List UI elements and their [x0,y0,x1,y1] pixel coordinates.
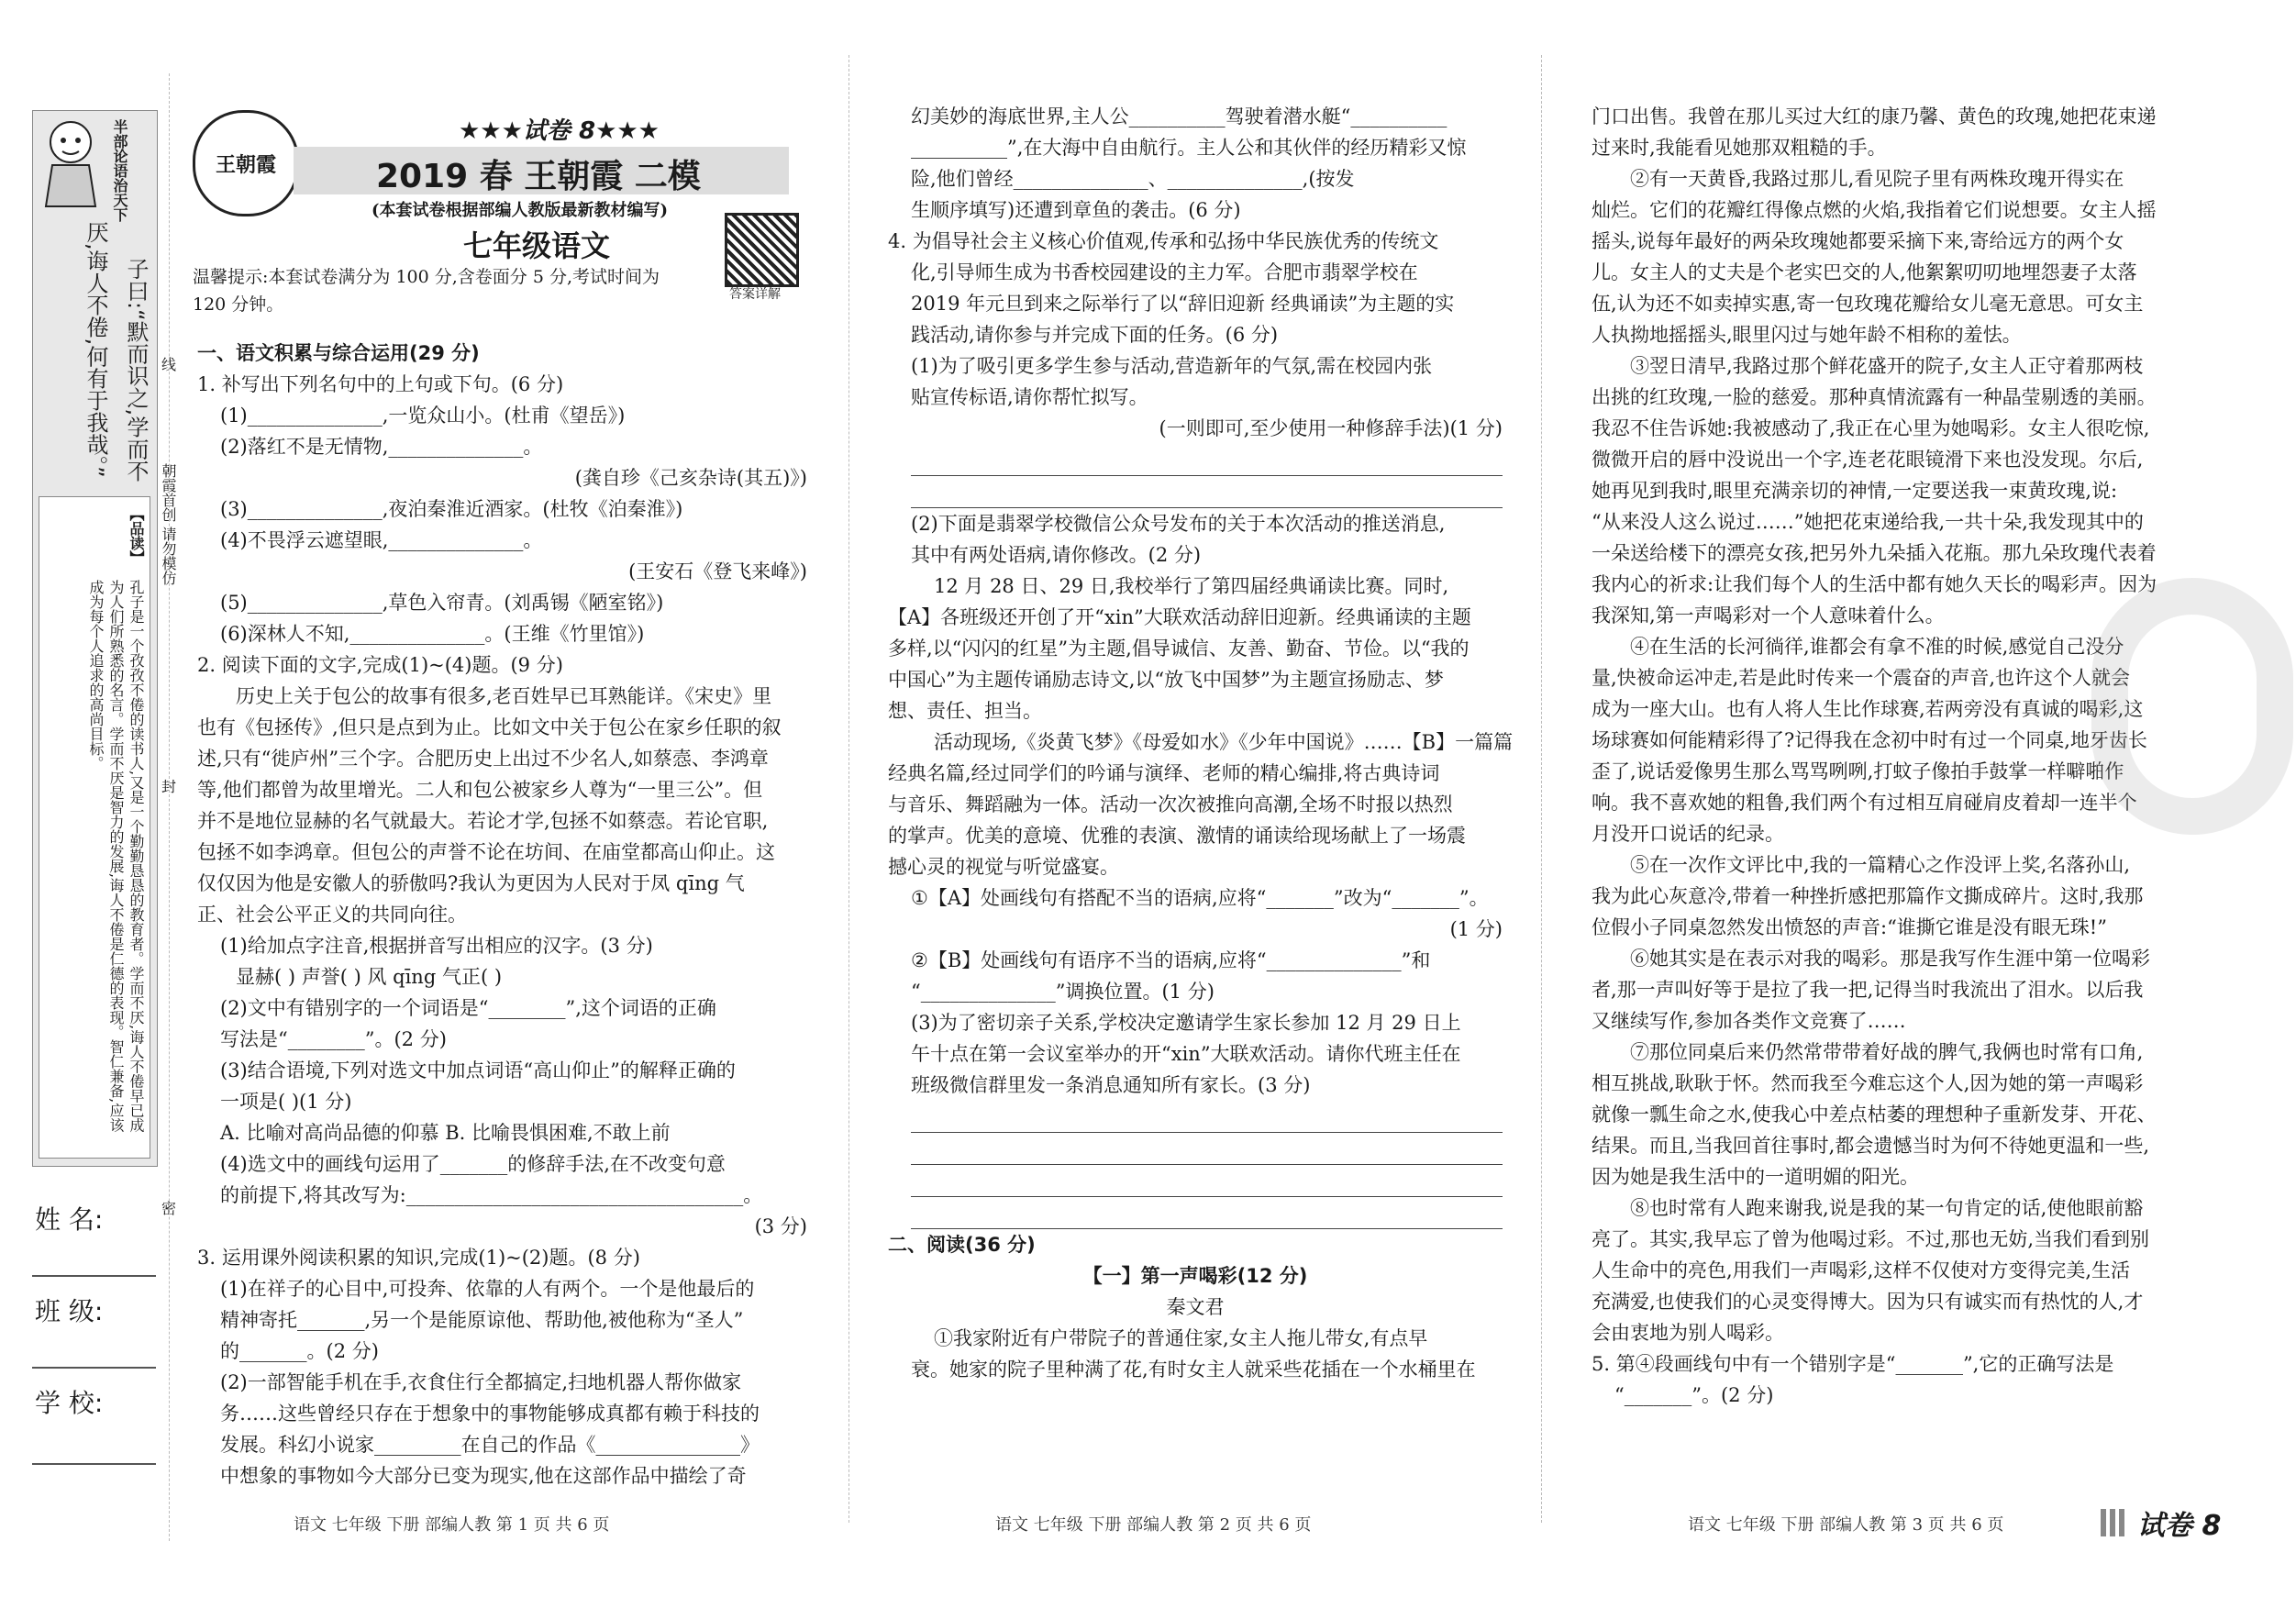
question-line: (1)给加点字注音,根据拼音写出相应的汉字。(3 分) [220,935,653,957]
passage-line: 响。我不喜欢她的粗鲁,我们两个有过相互肩碰肩皮着却一连半个 [1592,792,2137,814]
corner-tag: 试卷 8 [2137,1510,2222,1542]
question-line: 写法是“________”。(2 分) [220,1028,447,1050]
question-line: (1)在祥子的心目中,可投奔、依靠的人有两个。一个是他最后的 [220,1278,755,1300]
passage-line: 因为她是我生活中的一道明媚的阳光。 [1592,1166,1919,1188]
school-field[interactable] [32,1463,156,1465]
section-heading: 二、阅读(36 分) [888,1234,1036,1256]
class-label: 班 级: [35,1296,104,1326]
question-line: 3. 运用课外阅读积累的知识,完成(1)~(2)题。(8 分) [197,1247,640,1269]
passage-line: 并不是地位显赫的名气就最大。若论才学,包拯不如蔡悫。若论官职, [197,810,769,832]
passage-line: 正、社会公平正义的共同向往。 [197,904,467,926]
question-line: 4. 为倡导社会主义核心价值观,传承和弘扬中华民族优秀的传统文 [888,230,1439,252]
passage-line: 充满爱,也使我们的心灵变得博大。因为只有诚实而有热忱的人,才 [1592,1291,2144,1313]
passage-line: ⑦那位同桌后来仍然常带带着好战的脾气,我俩也时常有口角, [1630,1041,2144,1063]
question-line: (4)选文中的画线句运用了_______的修辞手法,在不改变句意 [220,1153,726,1175]
passage-line: 经典名篇,经过同学们的吟诵与演绎、老师的精心编排,将古典诗词 [888,762,1440,784]
watermark-seal-icon [2091,578,2293,835]
footer-page-1: 语文 七年级 下册 部编人教 第 1 页 共 6 页 [294,1515,610,1535]
sidebar-note: 朝霞首创 请勿模仿 [160,463,177,586]
passage-line: ②有一天黄昏,我路过那儿,看见院子里有两株玫瑰开得实在 [1630,168,2124,190]
passage-line: 撼心灵的视觉与听觉盛宴。 [888,856,1119,878]
passage-line: 出挑的红玫瑰,一脸的慈爱。那种真情流露有一种晶莹剔透的美丽。 [1592,386,2157,408]
passage-line: 我忍不住告诉她:我被感动了,我正在心里为她喝彩。女主人很吃惊, [1592,417,2150,439]
passage-line: 衰。她家的院子里种满了花,有时女主人就采些花插在一个水桶里在 [911,1359,1476,1381]
sidebar-mascot-icon [39,115,103,211]
answer-line[interactable] [911,1101,1503,1133]
seal-char-2: 封 [161,778,177,795]
passage-line: ⑥她其实是在表示对我的喝彩。那是我写作生涯中第一位喝彩 [1630,948,2150,970]
answer-line[interactable] [911,1165,1503,1197]
tip-text-2: 120 分钟。 [193,294,284,315]
qr-code-icon[interactable] [725,213,799,287]
question-line: (一则即可,至少使用一种修辞手法)(1 分) [1159,417,1503,439]
article-title: 【一】第一声喝彩(12 分) [1082,1265,1308,1287]
passage-line: 活动现场,《炎黄飞梦》《母爱如水》《少年中国说》……【B】一篇篇 [934,731,1514,753]
question-line: (4)不畏浮云遮望眼,______________。 [220,529,543,551]
passage-line: 12 月 28 日、29 日,我校举行了第四届经典诵读比赛。同时, [934,575,1449,597]
question-line: 其中有两处语病,请你修改。(2 分) [911,544,1202,566]
passage-line: 者,那一声叫好等于是拉了我一把,记得当时我流出了泪水。以后我 [1592,979,2144,1001]
question-line: 班级微信群里发一条消息通知所有家长。(3 分) [911,1074,1311,1096]
sidebar-panel [32,110,158,1167]
passage-line: 亮了。其实,我早忘了曾为他喝过彩。不过,那也无妨,当我们看到别 [1592,1228,2150,1250]
question-line: 的前提下,将其改写为:___________________________________。 [220,1184,763,1206]
passage-line: ③翌日清早,我路过那个鲜花盛开的院子,女主人正守着那两枝 [1630,355,2144,377]
passage-line: 月没开口说话的纪录。 [1592,823,1784,845]
article-author: 秦文君 [1166,1296,1225,1318]
page-title: 2019 春 王朝霞 二模 [376,158,701,195]
question-line: (1)为了吸引更多学生参与活动,营造新年的气氛,需在校园内张 [911,355,1433,377]
question-line: “______________”调换位置。(1 分) [911,981,1215,1003]
passage-line: 【A】各班级还开创了开“xin”大联欢活动辞旧迎新。经典诵读的主题 [888,606,1471,628]
passage-line: 过来时,我能看见她那双粗糙的手。 [1592,137,1887,159]
question-line: 精神寄托_______,另一个是能原谅他、帮助他,被他称为“圣人” [220,1309,744,1331]
exam-tag: ★★★试卷 8★★★ [459,117,660,145]
passage-line: 中国心”为主题传诵励志诗文,以“放飞中国梦”为主题宣扬励志、梦 [888,669,1444,691]
passage-line: 就像一瓢生命之水,使我心中差点枯萎的理想种子重新发芽、开花、 [1592,1103,2157,1126]
seal-char-1: 线 [161,356,177,373]
tip-text: 温馨提示:本套试卷满分为 100 分,含卷面分 5 分,考试时间为 [193,267,660,287]
answer-line[interactable] [911,476,1503,508]
passage-line: 量,快被命运冲走,若是此时传来一个震奋的声音,也许这个人就会 [1592,667,2131,689]
passage-line: 我为此心灰意冷,带着一种挫折感把那篇作文撕成碎片。这时,我那 [1592,885,2144,907]
score-line: (1 分) [1449,918,1503,940]
question-line: 的_______。(2 分) [220,1340,379,1362]
passage-line: 又继续写作,参加各类作文竞赛了…… [1592,1010,1906,1032]
question-line: 午十点在第一会议室举办的开“xin”大联欢活动。请你代班主任在 [911,1043,1461,1065]
passage-line: 与音乐、舞蹈融为一体。活动一次次被推向高潮,全场不时报以热烈 [888,793,1453,815]
question-line: __________”,在大海中自由航行。主人公和其伙伴的经历精彩又惊 [911,137,1467,159]
passage-line: 会由衷地为别人喝彩。 [1592,1322,1784,1344]
passage-line: 我内心的祈求:让我们每个人的生活中都有她久天长的喝彩声。因为 [1592,573,2157,595]
sidebar-pindu-box [39,496,150,1159]
question-line: 显赫( ) 声誉( ) 风 qīng 气正( ) [236,966,503,988]
question-line: (3)结合语境,下列对选文中加点词语“高山仰止”的解释正确的 [220,1059,736,1081]
section-heading: 一、语文积累与综合运用(29 分) [197,342,480,364]
question-line: 化,引导师生成为书香校园建设的主力军。合肥市翡翠学校在 [911,261,1418,283]
question-line: ①【A】处画线句有搭配不当的语病,应将“_______”改为“_______”。 [911,887,1489,909]
corner-decoration [2101,1509,2128,1536]
seal-line [169,73,170,1541]
subtitle: (本套试卷根据部编人教版最新教材编写) [372,201,669,220]
passage-line: 的掌声。优美的意境、优雅的表演、激情的诵读给现场献上了一场震 [888,825,1466,847]
passage-line: 也有《包拯传》,但只是点到为止。比如文中关于包公在家乡任职的叙 [197,716,782,738]
passage-line: 位假小子同桌忽然发出愤怒的声音:“谁撕它谁是没有眼无珠!” [1592,916,2107,938]
passage-line: ⑤在一次作文评比中,我的一篇精心之作没评上奖,名落孙山, [1630,854,2131,876]
question-line: 2. 阅读下面的文字,完成(1)~(4)题。(9 分) [197,654,563,676]
sidebar-pindu-text: 孔子是一个孜孜不倦的读书人,又是一个勤勤恳恳的教育者。学而不厌,诲人不倦早已成为人们所熟悉的名言。学而不厌是智力的发展,诲人不倦是仁德的表现。智仁兼备,应该成为每个人追求的高尚目标。 [87,580,145,1133]
passage-line: 仅仅因为他是安徽人的骄傲吗?我认为更因为人民对于凤 qīng 气 [197,872,745,894]
option-line: A. 比喻对高尚品德的仰慕 B. 比喻畏惧困难,不敢上前 [220,1122,671,1144]
passage-line: 人执拗地摇摇头,眼里闪过与她年龄不相称的羞怯。 [1592,324,2022,346]
question-line: “_______”。(2 分) [1614,1384,1774,1406]
question-line: (2)落红不是无情物,______________。 [220,436,543,458]
sidebar-quote-right: 子曰:“默而识之,学而不 [123,258,149,482]
question-line: ②【B】处画线句有语序不当的语病,应将“______________”和 [911,949,1431,971]
subject-title: 七年级语文 [463,228,611,263]
passage-line: 我深知,第一声喝彩对一个人意味着什么。 [1592,604,1945,627]
question-line: 5. 第④段画线句中有一个错别字是“_______”,它的正确写法是 [1592,1353,2114,1375]
passage-line: 想、责任、担当。 [888,700,1042,722]
question-line: 中想象的事物如今大部分已变为现实,他在这部作品中描绘了奇 [220,1465,747,1487]
passage-line: 微微开启的唇中没说出一个字,连老花眼镜滑下来也没发现。尔后, [1592,449,2144,471]
passage-line: 摇头,说每年最好的两朵玫瑰她都要采摘下来,寄给远方的两个女 [1592,230,2124,252]
question-line: 一项是( )(1 分) [220,1091,352,1113]
passage-line: 相互挑战,耿耿于怀。然而我至今难忘这个人,因为她的第一声喝彩 [1592,1072,2144,1094]
answer-line[interactable] [911,1197,1503,1229]
passage-line: 歪了,说话爱像男生那么骂骂咧咧,打蚊子像拍手鼓掌一样噼啪作 [1592,760,2124,782]
column-1 [197,338,807,1492]
question-line: (龚自珍《己亥杂诗(其五)》) [574,467,807,489]
passage-line: 一朵送给楼下的漂亮女孩,把另外九朵插入花瓶。那九朵玫瑰代表着 [1592,542,2157,564]
passage-line: 伍,认为还不如卖掉实惠,寄一包玫瑰花瓣给女儿毫无意思。可女主 [1592,293,2144,315]
question-line: 2019 年元旦到来之际举行了以“辞旧迎新 经典诵读”为主题的实 [911,293,1455,315]
passage-line: 包拯不如李鸿章。但包公的声誉不论在坊间、在庙堂都高山仰止。这 [197,841,775,863]
question-line: (3)______________,夜泊秦淮近酒家。(杜牧《泊秦淮》) [220,498,683,520]
class-field[interactable] [32,1367,156,1369]
question-line: (2)下面是翡翠学校微信公众号发布的关于本次活动的推送消息, [911,513,1446,535]
footer-page-3: 语文 七年级 下册 部编人教 第 3 页 共 6 页 [1688,1515,2004,1535]
passage-line: 述,只有“徙庐州”三个字。合肥历史上出过不少名人,如蔡悫、李鸿章 [197,748,769,770]
passage-line: 等,他们都曾为故里增光。二人和包公被家乡人尊为“一里三公”。但 [197,779,763,801]
logo-icon [193,110,299,216]
name-field[interactable] [32,1275,156,1277]
question-line: (3)为了密切亲子关系,学校决定邀请学生家长参加 12 月 29 日上 [911,1012,1461,1034]
school-label: 学 校: [35,1388,104,1418]
question-line: (6)深林人不知,______________。(王维《竹里馆》) [220,623,645,645]
question-line: 幻美妙的海底世界,主人公__________驾驶着潜水艇“__________ [911,105,1447,128]
passage-line: ④在生活的长河徜徉,谁都会有拿不准的时候,感觉自己没分 [1630,636,2124,658]
answer-line[interactable] [911,1133,1503,1165]
column-2 [888,101,1514,1385]
sidebar-quote-left: 厌,诲人不倦,何有于我哉。” [83,221,108,478]
question-line: (王安石《登飞来峰》) [628,560,807,582]
name-label: 姓 名: [35,1204,104,1235]
question-line: 生顺序填写)还遭到章鱼的袭击。(6 分) [911,199,1241,221]
passage-line: “从来没人这么说过……”她把花束递给我,一共十朵,我发现其中的 [1592,511,2144,533]
passage-line: 结果。而且,当我回首往事时,都会遗憾当时为何不待她更温和一些, [1592,1135,2150,1157]
question-line: 险,他们曾经______________、______________,(按发 [911,168,1355,190]
passage-line: 她再见到我时,眼里充满亲切的神情,一定要送我一束黄玫瑰,说: [1592,480,2118,502]
passage-line: 多样,以“闪闪的红星”为主题,倡导诚信、友善、勤奋、节俭。以“我的 [888,638,1470,660]
passage-line: 儿。女主人的丈夫是个老实巴交的人,他絮絮叨叨地埋怨妻子太落 [1592,261,2137,283]
sidebar-motto: 半部论语治天下 [111,119,128,222]
column-divider-2 [1541,55,1542,1523]
seal-char-3: 密 [161,1200,177,1217]
passage-line: 门口出售。我曾在那儿买过大红的康乃馨、黄色的玫瑰,她把花束递 [1592,105,2157,128]
question-line: 贴宣传标语,请你帮忙拟写。 [911,386,1148,408]
question-line: 1. 补写出下列名句中的上句或下句。(6 分) [197,373,564,395]
question-line: (5)______________,草色入帘青。(刘禹锡《陋室铭》) [220,592,664,614]
footer-page-2: 语文 七年级 下册 部编人教 第 2 页 共 6 页 [995,1515,1312,1535]
question-line: (2)文中有错别字的一个词语是“________”,这个词语的正确 [220,997,716,1019]
passage-line: 场球赛如何能精彩得了?记得我在念初中时有过一个同桌,地牙齿长 [1592,729,2147,751]
score-line: (3 分) [754,1215,807,1237]
question-line: 践活动,请你参与并完成下面的任务。(6 分) [911,324,1279,346]
passage-line: ①我家附近有户带院子的普通住家,女主人拖儿带女,有点早 [934,1327,1428,1349]
passage-line: 人生命中的亮色,用我们一声喝彩,这样不仅使对方变得完美,生活 [1592,1259,2131,1281]
passage-line: ⑧也时常有人跑来谢我,说是我的某一句肯定的话,使他眼前豁 [1630,1197,2144,1219]
sidebar-pindu-label: 【品读】 [128,506,145,565]
passage-line: 历史上关于包公的故事有很多,老百姓早已耳熟能详。《宋史》里 [236,685,772,707]
passage-line: 成为一座大山。也有人将人生比作球赛,若两旁没有真诚的喝彩,这 [1592,698,2144,720]
question-line: 务……这些曾经只存在于想象中的事物能够成真都有赖于科技的 [220,1403,760,1425]
answer-line[interactable] [911,444,1503,476]
question-line: (1)______________,一览众山小。(杜甫《望岳》) [220,405,626,427]
logo-text: 王朝霞 [215,152,276,177]
qr-label: 答案详解 [729,287,781,302]
passage-line: 灿烂。它们的花瓣红得像点燃的火焰,我指着它们说想要。女主人摇 [1592,199,2157,221]
question-line: (2)一部智能手机在手,衣食住行全都搞定,扫地机器人帮你做家 [220,1371,742,1393]
question-line: 发展。科幻小说家_________在自己的作品《_______________》 [220,1434,760,1456]
